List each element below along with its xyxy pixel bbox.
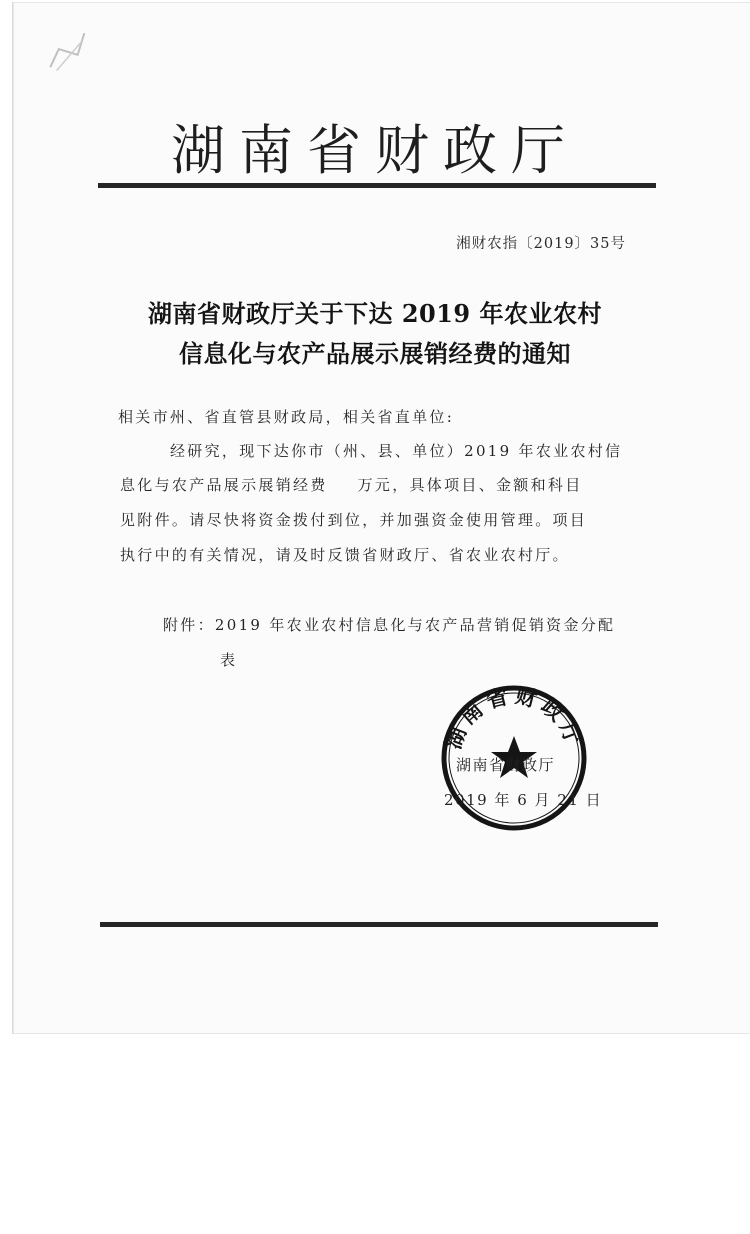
body-line-2-part-a: 息化与农产品展示展销经费 (120, 476, 328, 494)
document-number: 湘财农指〔2019〕35号 (456, 236, 626, 252)
body-line-3: 见附件。请尽快将资金拨付到位，并加强资金使用管理。项目 (120, 511, 588, 529)
svg-text:湖南省财政厅: 湖南省财政厅 (441, 684, 587, 753)
signature-date: 2019 年 6 月 21 日 (444, 791, 603, 809)
notice-title-line-1: 湖南省财政厅关于下达 2019 年农业农村 (147, 299, 602, 328)
attachment-line-1: 附件：2019 年农业农村信息化与农产品营销促销资金分配 (163, 616, 616, 634)
signature-organization: 湖南省财政厅 (456, 756, 556, 774)
attachment-line-2: 表 (220, 651, 238, 669)
body-line-4: 执行中的有关情况，请及时反馈省财政厅、省农业农村厅。 (120, 546, 570, 564)
body-line-2 (120, 474, 583, 495)
body-line-1: 经研究，现下达你市（州、县、单位）2019 年农业农村信 (170, 442, 623, 460)
notice-title-line-2: 信息化与农产品展示展销经费的通知 (179, 339, 571, 368)
footer-rule (100, 922, 658, 927)
salutation: 相关市州、省直管县财政局，相关省直单位: (118, 408, 455, 426)
letterhead-title: 湖南省财政厅 (171, 119, 579, 182)
letterhead-rule (98, 183, 656, 188)
body-line-2-part-b: 万元，具体项目、金额和科目 (357, 476, 583, 494)
handwritten-corner-mark (37, 24, 102, 78)
